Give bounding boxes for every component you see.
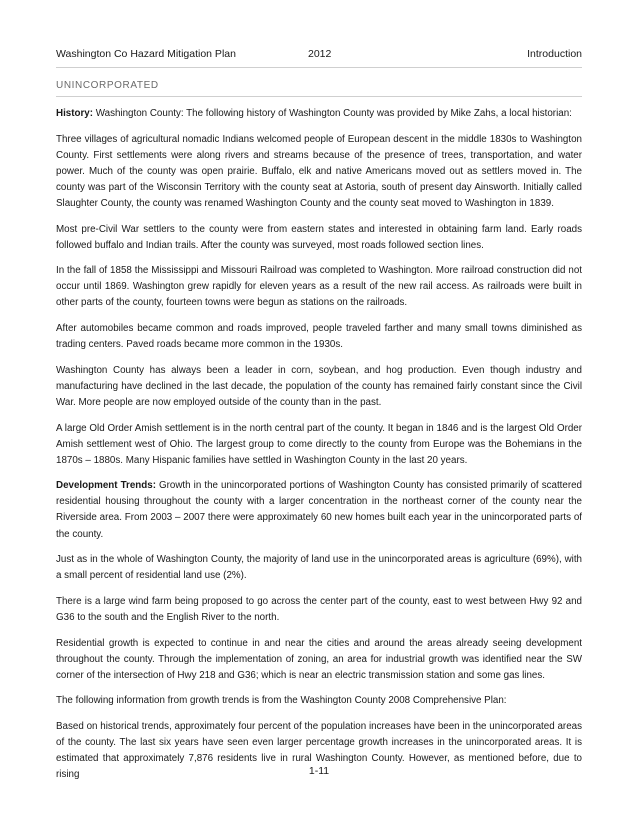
page-number: 1-11	[308, 765, 330, 777]
paragraph-text: Just as in the whole of Washington County, the majority of land use in the unincorporated areas is agriculture (69%), with a small percent of residential land use (2%).	[56, 554, 582, 582]
body-text	[56, 106, 582, 793]
paragraph-text: Washington County: The following history of Washington County was provided by Mike Zahs, a local historian:	[93, 108, 572, 119]
header-chapter: Introduction	[527, 48, 582, 60]
paragraph-lead: History:	[56, 108, 94, 119]
page-header	[56, 47, 582, 61]
paragraph-text: Residential growth is expected to continue in and near the cities and around the areas already seeing development throughout the county. Through the implementation of zoning, an area for industrial growth was identified near the SW corner of the intersection of Hwy 218 and G36; which is near an electric transmission station and some gas lines.	[56, 637, 582, 681]
paragraph	[56, 263, 582, 311]
section-title: UNINCORPORATED	[56, 80, 159, 91]
section-divider	[56, 96, 582, 97]
paragraph-text: Most pre-Civil War settlers to the county were from eastern states and interested in obtaining farm land. Early roads followed buffalo and Indian trails. After the county was surveyed, most roads followed section lines.	[56, 223, 582, 251]
paragraph-text: Based on historical trends, approximately four percent of the population increases have been in the unincorporated areas of the county. The last six years have seen even larger percentage growth increases in the unincorporated areas. It is estimated that approximately 7,876 residents live in rural Washington County. However, as mentioned before, due to rising	[56, 720, 582, 781]
paragraph-text: A large Old Order Amish settlement is in the north central part of the county. It began in 1846 and is the largest Old Order Amish settlement west of Ohio. The largest group to come directly to the county from Europe was the Bohemians in the 1870s – 1880s. Many Hispanic families have settled in Washington County in the last 20 years.	[56, 422, 582, 466]
paragraph-text: Growth in the unincorporated portions of Washington County has consisted primarily of scattered residential housing throughout the county with a larger concentration in the northeast corner of the county near the Riverside area. From 2003 – 2007 there were approximately 60 new homes built each year in the unincorporated parts of the county.	[56, 480, 582, 540]
paragraph	[56, 421, 582, 469]
header-divider	[56, 67, 582, 68]
paragraph	[56, 552, 582, 584]
paragraph-text: After automobiles became common and roads improved, people traveled farther and many small towns diminished as trading centers. Paved roads became more common in the 1930s.	[56, 323, 582, 351]
paragraph	[56, 363, 582, 411]
paragraph-text: Washington County has always been a leader in corn, soybean, and hog production. Even though industry and manufacturing have declined in the last decade, the population of the county has remained fairly constant since the Civil War. More people are now employed outside of the county than in the past.	[56, 364, 582, 408]
paragraph-lead: Development Trends:	[56, 480, 156, 492]
paragraph-text: Three villages of agricultural nomadic Indians welcomed people of European descent in the middle 1830s to Washington County. First settlements were along rivers and streams because of the presence of trees, transportation, and water power. Much of the county was open prairie. Buffalo, elk and native Americans moved out as settlers moved in. The county was part of the Wisconsin Territory with the county seat at Astoria, south of present day Ainsworth. Initially called Slaughter County, the county was renamed Washington County and the county seat moved to Washington in 1839.	[56, 133, 582, 209]
paragraph-text: The following information from growth trends is from the Washington County 2008 Comprehensive Plan:	[56, 695, 507, 707]
header-year: 2012	[308, 48, 332, 60]
paragraph	[56, 106, 582, 122]
paragraph	[56, 222, 582, 254]
paragraph	[56, 478, 582, 542]
paragraph	[56, 693, 582, 709]
header-document-title: Washington Co Hazard Mitigation Plan	[56, 48, 236, 60]
paragraph	[56, 132, 582, 212]
paragraph	[56, 594, 582, 626]
paragraph	[56, 321, 582, 353]
paragraph	[56, 636, 582, 684]
paragraph-text: In the fall of 1858 the Mississippi and Missouri Railroad was completed to Washington. More railroad construction did not occur until 1869. Washington grew rapidly for eleven years as a result of the new rail access. As railroads were built in other parts of the county, fourteen towns were begun as stations on the railroads.	[56, 265, 582, 309]
paragraph-text: There is a large wind farm being proposed to go across the center part of the county, east to west between Hwy 92 and G36 to the south and the English River to the north.	[56, 595, 582, 623]
